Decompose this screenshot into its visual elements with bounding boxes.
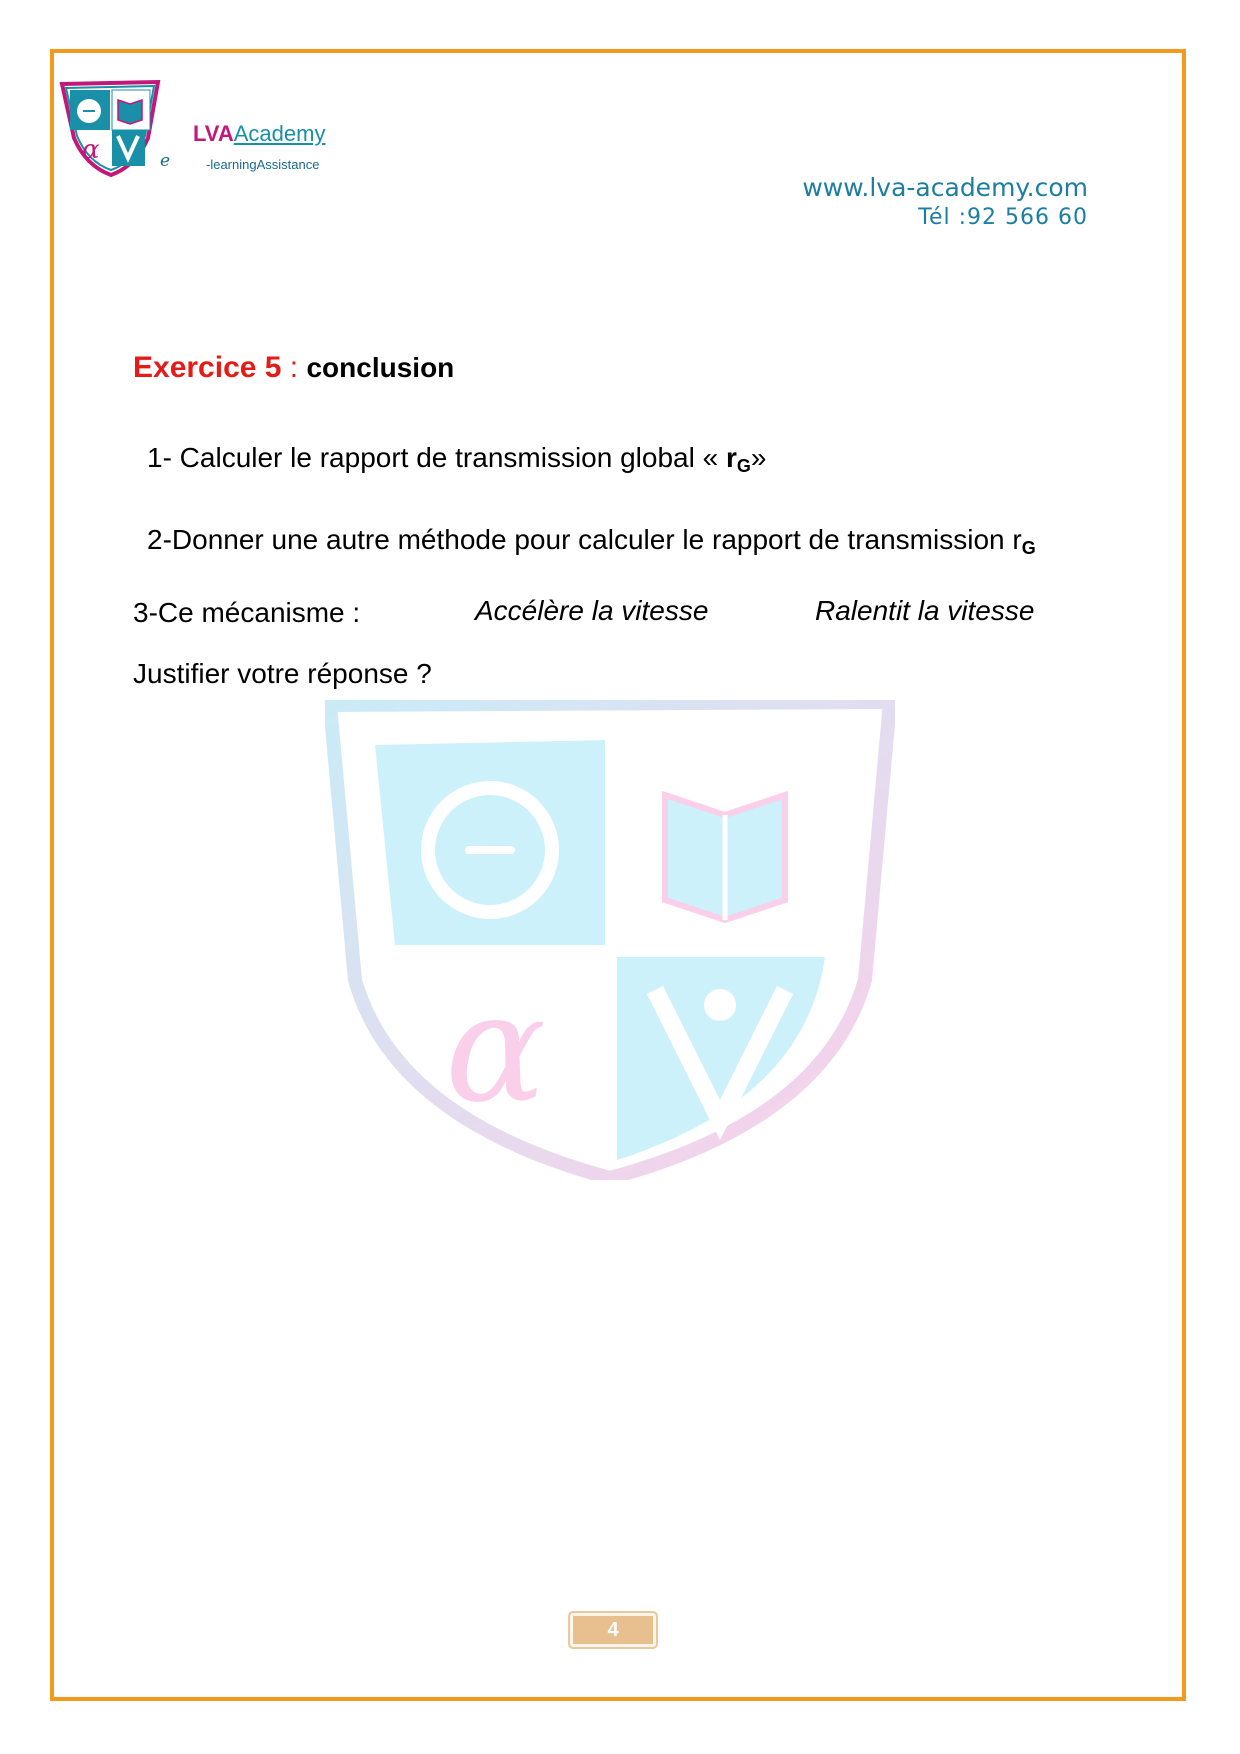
question-1-text: 1- Calculer le rapport de transmission global « xyxy=(147,442,726,473)
exercise-colon: : xyxy=(281,351,307,384)
question-1-sub: G xyxy=(736,456,751,476)
brand-e: e xyxy=(160,151,171,171)
svg-text:α: α xyxy=(82,135,100,165)
question-1-end: » xyxy=(750,442,767,473)
brand-name xyxy=(193,121,325,147)
question-1 xyxy=(147,442,766,474)
question-2 xyxy=(147,524,1036,556)
question-1-var: r xyxy=(725,442,737,473)
brand-academy: Academy xyxy=(233,121,326,146)
website-link[interactable]: www.lva-academy.com xyxy=(802,173,1088,202)
choice-slow-down: Ralentit la vitesse xyxy=(815,595,1035,626)
exercise-label: Exercice 5 xyxy=(133,351,282,384)
question-2-sub: G xyxy=(1021,538,1036,558)
page-number: 4 xyxy=(568,1611,658,1649)
exercise-title xyxy=(133,351,454,385)
exercise-subtitle: conclusion xyxy=(306,352,455,383)
svg-text:α: α xyxy=(445,962,547,1136)
brand-lva: LVA xyxy=(193,121,234,146)
contact-block xyxy=(802,172,1088,232)
question-3: 3-Ce mécanisme : xyxy=(133,597,361,628)
choice-accelerate: Accélère la vitesse xyxy=(475,595,709,626)
lva-logo-watermark xyxy=(325,700,895,1180)
question-justify: Justifier votre réponse ? xyxy=(133,658,432,689)
brand-subtitle: -learningAssistance xyxy=(206,157,320,172)
question-2-text: 2-Donner une autre méthode pour calculer le rapport de transmission r xyxy=(147,524,1022,555)
lva-logo-icon xyxy=(56,78,166,178)
phone-number: Tél :92 566 60 xyxy=(918,205,1088,230)
